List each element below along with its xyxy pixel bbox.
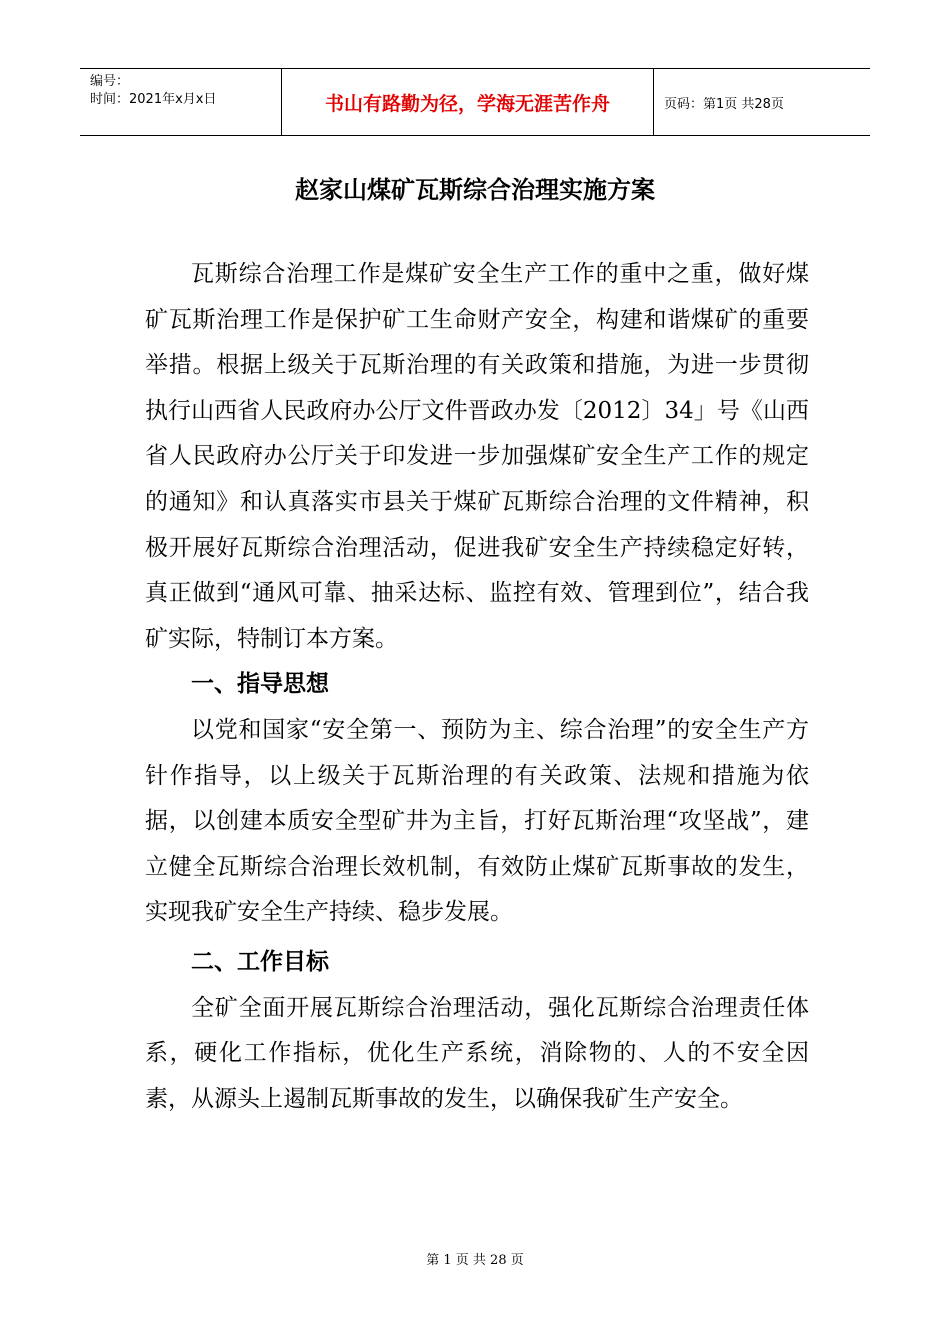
section1-paragraph: 以党和国家“安全第一、预防为主、综合治理”的安全生产方针作指导，以上级关于瓦斯治理的有关政策、法规和措施为依据，以创建本质安全型矿井为主旨，打好瓦斯治理“攻坚战”，建立健全瓦斯综合治理长效机制，有效防止煤矿瓦斯事故的发生，实现我矿安全生产持续、稳步发展。: [145, 716, 809, 926]
document-body: [145, 252, 809, 1122]
section2-heading: 二、工作目标: [191, 948, 329, 975]
header-motto: 书山有路勤为径，学海无涯苦作舟: [282, 69, 654, 135]
page-footer: 第 1 页 共 28 页: [426, 1253, 524, 1268]
number-label: 编号：: [90, 74, 130, 89]
section2-paragraph: 全矿全面开展瓦斯综合治理活动，强化瓦斯综合治理责任体系，硬化工作指标，优化生产系统，消除物的、人的不安全因素，从源头上遏制瓦斯事故的发生，以确保我矿生产安全。: [145, 994, 809, 1112]
header-page-info: 页码：第1页 共28页: [664, 96, 784, 112]
section1-heading: 一、指导思想: [191, 671, 329, 698]
time-label: 时间：2021年x月x日: [90, 92, 217, 107]
header-meta: [80, 69, 282, 135]
document-title: 赵家山煤矿瓦斯综合治理实施方案: [295, 176, 655, 204]
intro-paragraph: 瓦斯综合治理工作是煤矿安全生产工作的重中之重，做好煤矿瓦斯治理工作是保护矿工生命财产安全，构建和谐煤矿的重要举措。根据上级关于瓦斯治理的有关政策和措施，为进一步贯彻执行山西省人民政府办公厅文件晋政办发〔2012〕34」号《山西省人民政府办公厅关于印发进一步加强煤矿安全生产工作的规定的通知》和认真落实市县关于煤矿瓦斯综合治理的文件精神，积极开展好瓦斯综合治理活动，促进我矿安全生产持续稳定好转，真正做到“通风可靠、抽采达标、监控有效、管理到位”，结合我矿实际，特制订本方案。: [145, 261, 809, 652]
page-header: [80, 68, 870, 136]
